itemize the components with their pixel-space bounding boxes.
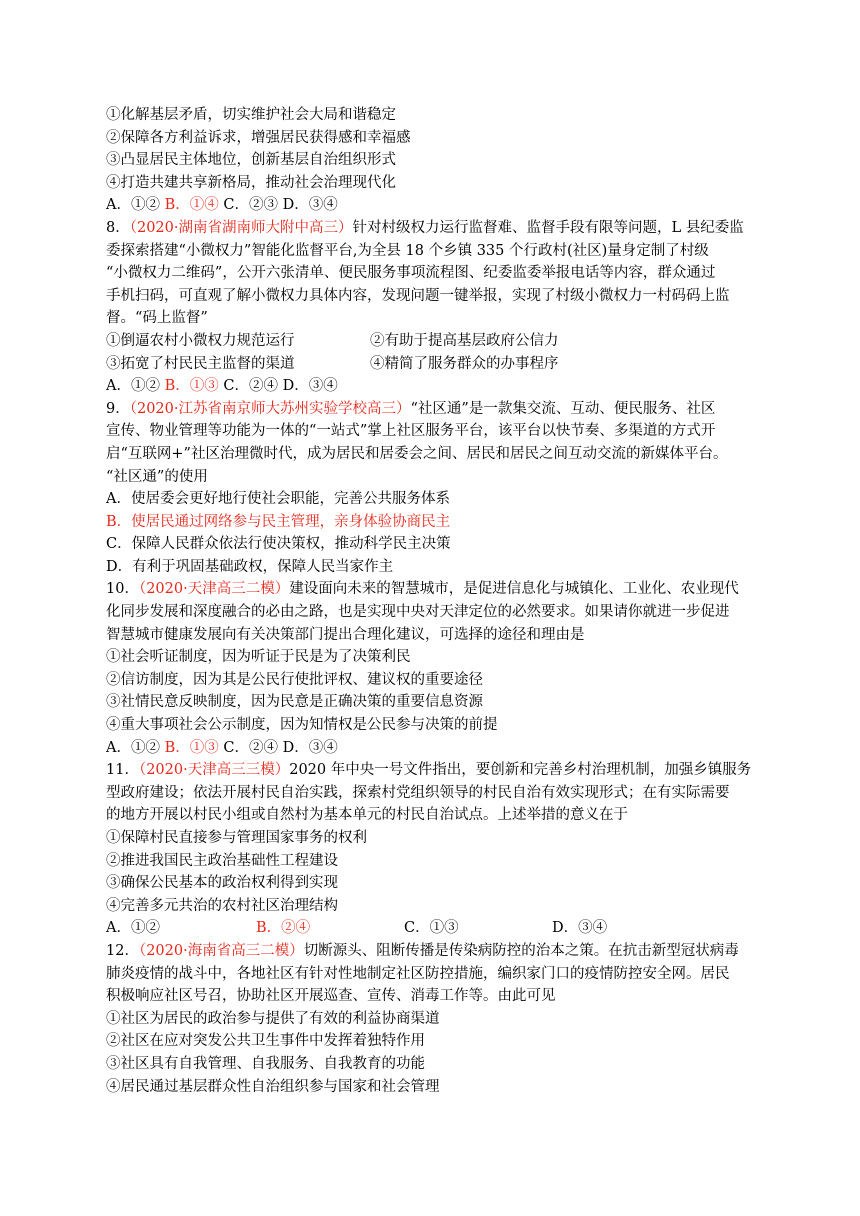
question-8-item-2: ②有助于提高基层政府公信力 [370,332,559,349]
question-12-stem-2: 肺炎疫情的战斗中，各地社区有针对性地制定社区防控措施，编织家门口的疫情防控安全网。居民 [106,965,730,982]
question-11-stem-2: 型政府建设；依法开展村民自治实践，探索村党组织领导的村民自治有效实现形式；在有实际需要 [106,784,730,801]
question-8-stem-5: 督。“码上监督” [106,310,208,327]
question-11-number: 11． [106,762,139,779]
question-10-stem-1: 建设面向未来的智慧城市，是促进信息化与城镇化、工业化、农业现代 [289,581,739,598]
question-7-option-a: A．①② [106,197,160,214]
question-10-item-1: ①社会听证制度，因为听证于民是为了决策利民 [106,649,411,666]
question-10-item-2: ②信访制度，因为其是公民行使批评权、建议权的重要途径 [106,671,483,688]
question-10-number: 10． [106,581,139,598]
question-8-stem-3: “小微权力二维码”，公开六张清单、便民服务事项流程图、纪委监委举报电话等内容，群众通过 [106,265,716,282]
document-page [106,104,760,1098]
question-10-option-b: B．①③ [164,739,219,756]
question-12-source: （2020·海南省高三二模） [138,942,304,959]
question-11-option-c: C．①③ [404,920,459,937]
question-11-item-1: ①保障村民直接参与管理国家事务的权利 [106,830,367,846]
question-9-choice-d: D．有利于巩固基础政权，保障人民当家作主 [106,558,394,575]
question-10-answer-options [106,737,760,760]
question-12-stem-3: 积极响应社区号召，协助社区开展巡查、宣传、消毒工作等。由此可见 [106,988,556,1005]
question-11-source: （2020·天津高三三模） [138,762,290,779]
question-11-item-2: ②推进我国民主政治基础性工程建设 [106,852,338,869]
question-10-option-a: A．①② [106,739,160,756]
question-9-line-1 [106,398,760,421]
question-8-line-1 [106,217,760,240]
question-10-option-d: D．③④ [282,739,338,756]
question-8-option-d: D．③④ [282,378,338,395]
question-12-item-1: ①社区为居民的政治参与提供了有效的利益协商渠道 [106,1010,440,1027]
question-11-line-1 [106,759,760,782]
question-10-item-4: ④重大事项社会公示制度，因为知情权是公民参与决策的前提 [106,717,498,734]
question-8-option-a: A．①② [106,378,160,395]
question-8-answer-options [106,375,760,398]
question-8-option-b: B．①③ [164,378,219,395]
question-8-item-4: ④精简了服务群众的办事程序 [370,355,559,372]
question-12-item-4: ④居民通过基层群众性自治组织参与国家和社会管理 [106,1078,440,1095]
question-8-number: 8． [106,219,130,236]
question-8-items-row-1 [106,330,760,353]
question-7-items [106,104,760,194]
question-12-item-2: ②社区在应对突发公共卫生事件中发挥着独特作用 [106,1033,425,1050]
question-9-stem-3: 启“互联网+”社区治理微时代，成为居民和居委会之间、居民和居民之间互动交流的新媒体平台。 [106,445,728,462]
question-8-stem-1: 针对村级权力运行监督难、监督手段有限等问题，L 县纪委监 [352,219,744,236]
question-9-choice-b: B．使居民通过网络参与民主管理，亲身体验协商民主 [106,513,451,530]
question-10-line-1 [106,578,760,601]
question-11-stem-1: 2020 年中央一号文件指出，要创新和完善乡村治理机制，加强乡镇服务 [289,762,752,779]
question-12-line-1 [106,940,760,963]
question-8-item-1: ①倒逼农村小微权力规范运行 [106,332,295,349]
question-10-stem-3: 智慧城市健康发展向有关决策部门提出合理化建议，可选择的途径和理由是 [106,626,585,643]
question-7-answer-options [106,194,760,217]
question-8-stem-2: 委探索搭建“小微权力”智能化监督平台,为全县 18 个乡镇 335 个行政村(社区)量身定制了村级 [106,242,709,259]
question-11-item-4: ④完善多元共治的农村社区治理结构 [106,897,338,914]
question-7-item-4: ④打造共建共享新格局，推动社会治理现代化 [106,174,396,191]
question-8-option-c: C．②④ [223,378,278,395]
question-9-choice-a: A．使居委会更好地行使社会职能，完善公共服务体系 [106,491,450,508]
question-9-source: （2020·江苏省南京师大苏州实验学校高三） [129,400,411,417]
question-11-option-b: B．②④ [256,920,311,937]
question-9-stem-2: 宣传、物业管理等功能为一体的“一站式”掌上社区服务平台，该平台以快节奏、多渠道的方式开 [106,423,716,440]
question-9-stem-1: “社区通”是一款集交流、互动、便民服务、社区 [410,400,716,417]
question-10-item-3: ③社情民意反映制度，因为民意是正确决策的重要信息资源 [106,694,483,711]
question-7-option-c: C．②③ [223,197,278,214]
question-11-answer-options [106,917,760,940]
question-7-item-2: ②保障各方利益诉求，增强居民获得感和幸福感 [106,129,411,146]
question-12-item-3: ③社区具有自我管理、自我服务、自我教育的功能 [106,1055,425,1072]
question-11-option-d: D．③④ [552,920,608,937]
question-11-item-3: ③确保公民基本的政治权利得到实现 [106,875,338,892]
question-10-source: （2020·天津高三二模） [138,581,290,598]
question-8-items-row-2 [106,353,760,376]
question-12-number: 12． [106,942,139,959]
question-12-stem-1: 切断源头、阻断传播是传染病防控的治本之策。在抗击新型冠状病毒 [303,942,739,959]
question-9-number: 9． [106,400,130,417]
question-7-option-b: B．①④ [164,197,219,214]
question-9-stem-4: “社区通”的使用 [106,468,208,485]
question-9-choice-c: C．保障人民群众依法行使决策权，推动科学民主决策 [106,536,451,553]
question-8-stem-4: 手机扫码，可直观了解小微权力具体内容，发现问题一键举报，实现了村级小微权力一村码码上监 [106,287,730,304]
question-7-item-1: ①化解基层矛盾，切实维护社会大局和谐稳定 [106,107,396,123]
question-7-item-3: ③凸显居民主体地位，创新基层自治组织形式 [106,152,396,169]
question-10-option-c: C．②④ [223,739,278,756]
question-8-item-3: ③拓宽了村民民主监督的渠道 [106,355,295,372]
question-11-stem-3: 的地方开展以村民小组或自然村为基本单元的村民自治试点。上述举措的意义在于 [106,807,628,824]
question-10-stem-2: 化同步发展和深度融合的必由之路，也是实现中央对天津定位的必然要求。如果请你就进一步促进 [106,604,730,621]
question-8-source: （2020·湖南省湖南师大附中高三） [129,219,353,236]
question-7-option-d: D．③④ [282,197,338,214]
question-11-option-a: A．①② [106,920,160,937]
